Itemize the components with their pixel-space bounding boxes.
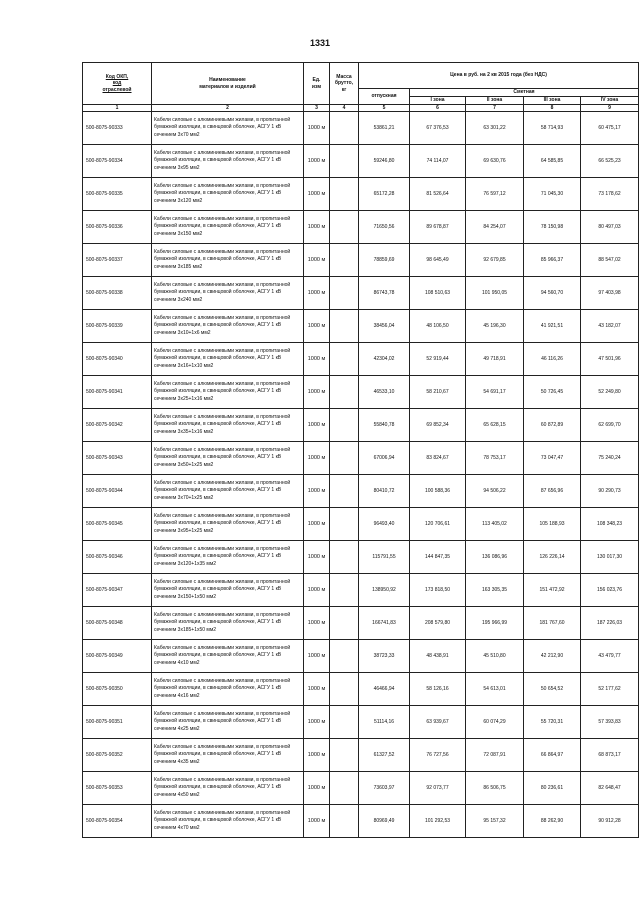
cell-unit: 1000 м [304,409,330,442]
cell-name: Кабели силовые с алюминиевыми жилами, в пропитанной бумажной изоляции, в свинцовой оболочке, АСГУ 1 кВ сечением 3х50+1х25 мм2 [152,442,304,475]
column-number: 1 [83,105,152,112]
cell-mass [330,244,359,277]
cell-release-price: 65172,28 [359,178,410,211]
cell-mass [330,277,359,310]
header-zone-2: II зона [466,97,524,105]
cell-zone-2-price: 45 510,80 [466,640,524,673]
cell-release-price: 80969,49 [359,805,410,838]
cell-code: 500-8075-90348 [83,607,152,640]
cell-code: 500-8075-90352 [83,739,152,772]
cell-name: Кабели силовые с алюминиевыми жилами, в пропитанной бумажной изоляции, в свинцовой оболочке, АСГУ 1 кВ сечением 3х120 мм2 [152,178,304,211]
cell-mass [330,211,359,244]
table-row [83,475,639,508]
cell-unit: 1000 м [304,211,330,244]
cell-zone-1-price: 52 919,44 [410,343,466,376]
header-price-title: Цена в руб. на 2 кв 2015 года (без НДС) [359,63,639,89]
cell-zone-4-price: 156 023,76 [581,574,639,607]
cell-zone-4-price: 75 240,24 [581,442,639,475]
cell-zone-1-price: 98 645,49 [410,244,466,277]
table-row [83,805,639,838]
table-row [83,343,639,376]
cell-zone-3-price: 105 188,93 [524,508,581,541]
cell-zone-4-price: 90 290,73 [581,475,639,508]
cell-release-price: 96493,40 [359,508,410,541]
cell-code: 500-8075-90351 [83,706,152,739]
cell-zone-3-price: 85 966,37 [524,244,581,277]
cell-code: 500-8075-90354 [83,805,152,838]
cell-name: Кабели силовые с алюминиевыми жилами, в пропитанной бумажной изоляции, в свинцовой оболочке, АСГУ 1 кВ сечением 3х16+1х10 мм2 [152,343,304,376]
table-row [83,508,639,541]
cell-unit: 1000 м [304,739,330,772]
header-name: Наименование материалов и изделий [152,63,304,105]
header-code: Код ОКП, код отраслевой [83,63,152,105]
cell-release-price: 38723,33 [359,640,410,673]
cell-release-price: 73603,97 [359,772,410,805]
column-number: 2 [152,105,304,112]
cell-release-price: 138950,92 [359,574,410,607]
cell-code: 500-8075-90346 [83,541,152,574]
cell-zone-2-price: 65 628,15 [466,409,524,442]
cell-zone-4-price: 108 348,23 [581,508,639,541]
table-row [83,442,639,475]
cell-release-price: 53861,21 [359,112,410,145]
cell-code: 500-8075-90337 [83,244,152,277]
cell-code: 500-8075-90340 [83,343,152,376]
cell-zone-2-price: 163 305,35 [466,574,524,607]
cell-unit: 1000 м [304,310,330,343]
cell-release-price: 67006,94 [359,442,410,475]
cell-zone-2-price: 136 086,96 [466,541,524,574]
cell-mass [330,706,359,739]
cell-zone-3-price: 73 047,47 [524,442,581,475]
cell-zone-2-price: 195 966,99 [466,607,524,640]
cell-zone-2-price: 49 718,91 [466,343,524,376]
cell-release-price: 78859,69 [359,244,410,277]
cell-zone-2-price: 94 506,22 [466,475,524,508]
cell-zone-2-price: 54 613,01 [466,673,524,706]
table-body [83,112,639,838]
table-row [83,541,639,574]
cell-mass [330,376,359,409]
cell-zone-2-price: 84 254,07 [466,211,524,244]
column-number: 8 [524,105,581,112]
cell-zone-2-price: 54 691,17 [466,376,524,409]
cell-zone-3-price: 42 212,90 [524,640,581,673]
cell-zone-1-price: 48 106,50 [410,310,466,343]
cell-zone-3-price: 78 150,98 [524,211,581,244]
cell-name: Кабели силовые с алюминиевыми жилами, в пропитанной бумажной изоляции, в свинцовой оболочке, АСГУ 1 кВ сечением 3х150+1х50 мм2 [152,574,304,607]
cell-zone-1-price: 74 114,07 [410,145,466,178]
column-number: 5 [359,105,410,112]
cell-code: 500-8075-90353 [83,772,152,805]
cell-mass [330,673,359,706]
table-row [83,574,639,607]
cell-zone-1-price: 67 376,53 [410,112,466,145]
cell-zone-4-price: 88 547,02 [581,244,639,277]
cell-code: 500-8075-90336 [83,211,152,244]
table-row [83,277,639,310]
cell-zone-1-price: 58 210,67 [410,376,466,409]
cell-zone-4-price: 47 501,96 [581,343,639,376]
cell-name: Кабели силовые с алюминиевыми жилами, в пропитанной бумажной изоляции, в свинцовой оболочке, АСГУ 1 кВ сечением 3х95 мм2 [152,145,304,178]
cell-zone-1-price: 144 847,35 [410,541,466,574]
header-release-price: отпускная [359,89,410,105]
cell-unit: 1000 м [304,805,330,838]
cell-release-price: 86743,78 [359,277,410,310]
cell-zone-4-price: 90 912,28 [581,805,639,838]
column-number: 7 [466,105,524,112]
table-row [83,673,639,706]
header-zone-4: IV зона [581,97,639,105]
cell-mass [330,739,359,772]
cell-unit: 1000 м [304,541,330,574]
cell-zone-1-price: 69 852,34 [410,409,466,442]
table-row [83,739,639,772]
cell-code: 500-8075-90349 [83,640,152,673]
column-number: 9 [581,105,639,112]
cell-code: 500-8075-90343 [83,442,152,475]
cell-unit: 1000 м [304,145,330,178]
table-row [83,607,639,640]
cell-zone-4-price: 62 699,70 [581,409,639,442]
cell-mass [330,640,359,673]
header-estimate-price: Сметная [410,89,639,97]
cell-zone-3-price: 46 116,26 [524,343,581,376]
cell-name: Кабели силовые с алюминиевыми жилами, в пропитанной бумажной изоляции, в свинцовой оболочке, АСГУ 1 кВ сечением 3х95+1х25 мм2 [152,508,304,541]
cell-release-price: 59246,80 [359,145,410,178]
cell-zone-3-price: 64 585,85 [524,145,581,178]
cell-name: Кабели силовые с алюминиевыми жилами, в пропитанной бумажной изоляции, в свинцовой оболочке, АСГУ 1 кВ сечением 3х185+1х50 мм2 [152,607,304,640]
cell-unit: 1000 м [304,442,330,475]
cell-unit: 1000 м [304,706,330,739]
cell-zone-2-price: 101 950,05 [466,277,524,310]
cell-name: Кабели силовые с алюминиевыми жилами, в пропитанной бумажной изоляции, в свинцовой оболочке, АСГУ 1 кВ сечением 3х150 мм2 [152,211,304,244]
cell-mass [330,343,359,376]
cell-release-price: 166741,83 [359,607,410,640]
table-row [83,112,639,145]
cell-zone-4-price: 80 497,03 [581,211,639,244]
cell-zone-2-price: 92 679,85 [466,244,524,277]
cell-code: 500-8075-90339 [83,310,152,343]
cell-mass [330,541,359,574]
cell-unit: 1000 м [304,673,330,706]
cell-zone-3-price: 60 872,89 [524,409,581,442]
table-row [83,244,639,277]
cell-zone-4-price: 52 249,80 [581,376,639,409]
cell-zone-4-price: 68 873,17 [581,739,639,772]
cell-unit: 1000 м [304,607,330,640]
cell-name: Кабели силовые с алюминиевыми жилами, в пропитанной бумажной изоляции, в свинцовой оболочке, АСГУ 1 кВ сечением 4х10 мм2 [152,640,304,673]
cell-unit: 1000 м [304,508,330,541]
cell-zone-3-price: 181 767,60 [524,607,581,640]
table-row [83,178,639,211]
table-row [83,211,639,244]
cell-zone-4-price: 82 648,47 [581,772,639,805]
cell-unit: 1000 м [304,772,330,805]
cell-mass [330,574,359,607]
column-number-row [83,105,639,112]
cell-zone-1-price: 83 824,67 [410,442,466,475]
price-table [82,62,639,838]
cell-zone-3-price: 94 560,70 [524,277,581,310]
table-row [83,376,639,409]
cell-zone-3-price: 88 262,90 [524,805,581,838]
cell-release-price: 61327,52 [359,739,410,772]
table-row [83,409,639,442]
cell-code: 500-8075-90347 [83,574,152,607]
cell-zone-4-price: 97 403,98 [581,277,639,310]
table-row [83,640,639,673]
cell-zone-3-price: 55 720,31 [524,706,581,739]
cell-zone-1-price: 108 510,63 [410,277,466,310]
cell-code: 500-8075-90344 [83,475,152,508]
cell-release-price: 46466,94 [359,673,410,706]
cell-code: 500-8075-90338 [83,277,152,310]
cell-code: 500-8075-90334 [83,145,152,178]
cell-unit: 1000 м [304,574,330,607]
cell-name: Кабели силовые с алюминиевыми жилами, в пропитанной бумажной изоляции, в свинцовой оболочке, АСГУ 1 кВ сечением 4х35 мм2 [152,739,304,772]
page-number: 1331 [309,38,331,48]
cell-zone-2-price: 63 301,22 [466,112,524,145]
cell-mass [330,508,359,541]
cell-mass [330,112,359,145]
cell-zone-3-price: 50 654,52 [524,673,581,706]
cell-zone-3-price: 80 236,61 [524,772,581,805]
header-zone-3: III зона [524,97,581,105]
table-row [83,706,639,739]
cell-name: Кабели силовые с алюминиевыми жилами, в пропитанной бумажной изоляции, в свинцовой оболочке, АСГУ 1 кВ сечением 4х50 мм2 [152,772,304,805]
cell-release-price: 55840,78 [359,409,410,442]
cell-mass [330,442,359,475]
header-mass: Масса брутто, кг [330,63,359,105]
cell-release-price: 71650,56 [359,211,410,244]
cell-zone-1-price: 63 939,67 [410,706,466,739]
cell-zone-4-price: 187 226,03 [581,607,639,640]
cell-zone-2-price: 95 157,32 [466,805,524,838]
cell-zone-2-price: 113 405,02 [466,508,524,541]
cell-mass [330,772,359,805]
table-row [83,310,639,343]
cell-zone-3-price: 71 045,30 [524,178,581,211]
cell-zone-1-price: 81 526,64 [410,178,466,211]
cell-zone-2-price: 76 597,12 [466,178,524,211]
cell-name: Кабели силовые с алюминиевыми жилами, в пропитанной бумажной изоляции, в свинцовой оболочке, АСГУ 1 кВ сечением 3х10+1х6 мм2 [152,310,304,343]
cell-zone-2-price: 72 087,91 [466,739,524,772]
cell-mass [330,475,359,508]
cell-zone-2-price: 45 196,30 [466,310,524,343]
cell-name: Кабели силовые с алюминиевыми жилами, в пропитанной бумажной изоляции, в свинцовой оболочке, АСГУ 1 кВ сечением 3х70+1х25 мм2 [152,475,304,508]
cell-name: Кабели силовые с алюминиевыми жилами, в пропитанной бумажной изоляции, в свинцовой оболочке, АСГУ 1 кВ сечением 3х70 мм2 [152,112,304,145]
cell-zone-1-price: 120 706,61 [410,508,466,541]
cell-zone-4-price: 57 393,83 [581,706,639,739]
cell-name: Кабели силовые с алюминиевыми жилами, в пропитанной бумажной изоляции, в свинцовой оболочке, АСГУ 1 кВ сечением 3х120+1х35 мм2 [152,541,304,574]
table-row [83,145,639,178]
cell-zone-2-price: 78 753,17 [466,442,524,475]
cell-unit: 1000 м [304,178,330,211]
cell-unit: 1000 м [304,112,330,145]
cell-release-price: 51114,16 [359,706,410,739]
cell-code: 500-8075-90350 [83,673,152,706]
cell-zone-1-price: 58 126,16 [410,673,466,706]
cell-zone-4-price: 73 178,62 [581,178,639,211]
cell-release-price: 115791,55 [359,541,410,574]
cell-zone-2-price: 86 506,75 [466,772,524,805]
cell-zone-3-price: 50 726,45 [524,376,581,409]
cell-mass [330,607,359,640]
cell-zone-1-price: 89 678,87 [410,211,466,244]
cell-zone-1-price: 76 727,56 [410,739,466,772]
column-number: 4 [330,105,359,112]
cell-zone-2-price: 69 630,76 [466,145,524,178]
cell-code: 500-8075-90335 [83,178,152,211]
cell-mass [330,178,359,211]
cell-mass [330,145,359,178]
cell-release-price: 42304,02 [359,343,410,376]
cell-zone-3-price: 87 656,96 [524,475,581,508]
cell-release-price: 80410,72 [359,475,410,508]
cell-zone-4-price: 66 525,23 [581,145,639,178]
cell-zone-3-price: 58 714,93 [524,112,581,145]
column-number: 3 [304,105,330,112]
cell-unit: 1000 м [304,244,330,277]
cell-zone-4-price: 130 017,30 [581,541,639,574]
cell-mass [330,805,359,838]
cell-zone-1-price: 92 073,77 [410,772,466,805]
cell-code: 500-8075-90345 [83,508,152,541]
cell-release-price: 46533,10 [359,376,410,409]
header-zone-1: I зона [410,97,466,105]
cell-unit: 1000 м [304,475,330,508]
cell-name: Кабели силовые с алюминиевыми жилами, в пропитанной бумажной изоляции, в свинцовой оболочке, АСГУ 1 кВ сечением 3х35+1х16 мм2 [152,409,304,442]
cell-zone-4-price: 60 475,17 [581,112,639,145]
cell-name: Кабели силовые с алюминиевыми жилами, в пропитанной бумажной изоляции, в свинцовой оболочке, АСГУ 1 кВ сечением 3х240 мм2 [152,277,304,310]
header-unit: Ед. изм [304,63,330,105]
cell-zone-1-price: 100 588,36 [410,475,466,508]
cell-code: 500-8075-90333 [83,112,152,145]
cell-name: Кабели силовые с алюминиевыми жилами, в пропитанной бумажной изоляции, в свинцовой оболочке, АСГУ 1 кВ сечением 3х185 мм2 [152,244,304,277]
cell-zone-3-price: 41 921,51 [524,310,581,343]
cell-zone-3-price: 66 864,97 [524,739,581,772]
cell-code: 500-8075-90342 [83,409,152,442]
cell-zone-4-price: 43 479,77 [581,640,639,673]
cell-name: Кабели силовые с алюминиевыми жилами, в пропитанной бумажной изоляции, в свинцовой оболочке, АСГУ 1 кВ сечением 4х25 мм2 [152,706,304,739]
cell-unit: 1000 м [304,343,330,376]
cell-name: Кабели силовые с алюминиевыми жилами, в пропитанной бумажной изоляции, в свинцовой оболочке, АСГУ 1 кВ сечением 3х25+1х16 мм2 [152,376,304,409]
cell-unit: 1000 м [304,640,330,673]
cell-mass [330,310,359,343]
cell-mass [330,409,359,442]
cell-zone-4-price: 43 182,07 [581,310,639,343]
cell-code: 500-8075-90341 [83,376,152,409]
cell-zone-1-price: 48 438,91 [410,640,466,673]
cell-unit: 1000 м [304,376,330,409]
table-row [83,772,639,805]
cell-zone-3-price: 151 472,92 [524,574,581,607]
cell-zone-1-price: 101 292,53 [410,805,466,838]
cell-name: Кабели силовые с алюминиевыми жилами, в пропитанной бумажной изоляции, в свинцовой оболочке, АСГУ 1 кВ сечением 4х70 мм2 [152,805,304,838]
table-header-row [83,63,639,89]
cell-unit: 1000 м [304,277,330,310]
cell-release-price: 38456,04 [359,310,410,343]
cell-zone-3-price: 126 226,14 [524,541,581,574]
cell-zone-4-price: 52 177,62 [581,673,639,706]
column-number: 6 [410,105,466,112]
cell-zone-2-price: 60 074,29 [466,706,524,739]
cell-zone-1-price: 208 579,80 [410,607,466,640]
cell-name: Кабели силовые с алюминиевыми жилами, в пропитанной бумажной изоляции, в свинцовой оболочке, АСГУ 1 кВ сечением 4х16 мм2 [152,673,304,706]
cell-zone-1-price: 173 818,50 [410,574,466,607]
